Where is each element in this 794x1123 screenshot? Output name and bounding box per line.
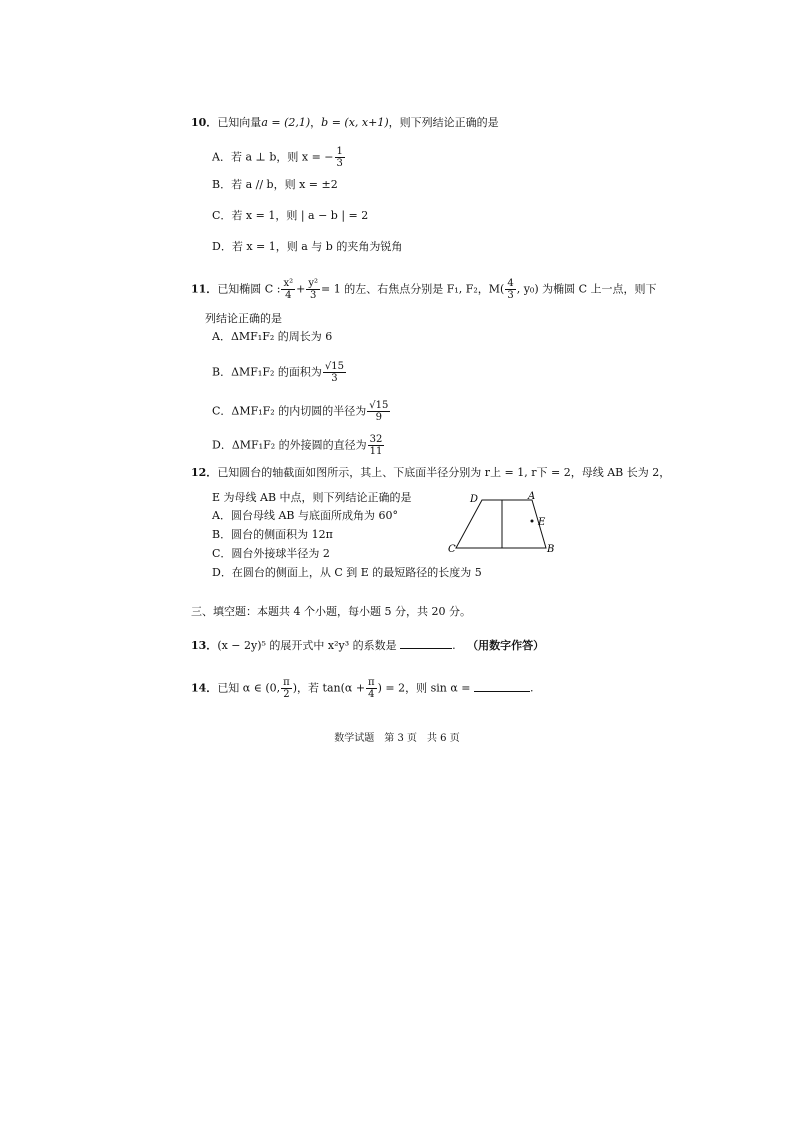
q11-frac-y-num: y² bbox=[308, 278, 318, 289]
q14-number: 14． bbox=[191, 681, 218, 695]
q14-stem bbox=[191, 677, 534, 700]
q11-b-text: ΔMF₁F₂ 的面积为 bbox=[231, 365, 322, 379]
page-footer: 数学试题 第 3 页 共 6 页 bbox=[334, 733, 460, 744]
q12-d-text: 在圆台的侧面上，从 C 到 E 的最短路径的长度为 5 bbox=[231, 566, 482, 579]
q11-stem-a: 已知椭圆 C : bbox=[217, 282, 281, 296]
q12-option-a bbox=[212, 509, 398, 523]
q12-option-b bbox=[212, 528, 333, 542]
q14-frac-pi4-num: π bbox=[368, 677, 375, 688]
q11-d-label: D． bbox=[212, 438, 232, 452]
label-a: A bbox=[528, 491, 536, 502]
q11-stem-line2: 列结论正确的是 bbox=[205, 312, 282, 325]
q10-option-d bbox=[212, 240, 402, 254]
q11-c-text: ΔMF₁F₂ 的内切圆的半径为 bbox=[231, 404, 367, 418]
q10-number: 10． bbox=[191, 116, 218, 129]
q13-answer-blank[interactable] bbox=[400, 638, 452, 649]
q11-stem-c: , y₀) 为椭圆 C 上一点，则下 bbox=[516, 282, 657, 296]
q11-b-frac-den: 3 bbox=[331, 373, 338, 384]
label-d: D bbox=[470, 494, 479, 505]
q13-stem bbox=[191, 638, 544, 653]
q11-frac-m-num: 4 bbox=[507, 278, 514, 289]
q12-b-text: 圆台的侧面积为 12π bbox=[231, 528, 333, 541]
q14-text-b: )，若 tan(α + bbox=[292, 681, 366, 695]
q11-number: 11． bbox=[191, 282, 218, 296]
q14-frac-pi2-den: 2 bbox=[283, 689, 290, 700]
q12-option-c bbox=[212, 547, 330, 561]
q11-c-label: C． bbox=[212, 404, 232, 418]
q12-option-d bbox=[212, 566, 482, 580]
q11-d-frac-den: 11 bbox=[369, 446, 383, 457]
q11-stem bbox=[191, 278, 657, 301]
q10-stem-b: ， bbox=[310, 116, 322, 129]
q12-stem-line1: 已知圆台的轴截面如图所示，其上、下底面半径分别为 r上 = 1, r下 = 2，母线 AB 长为 2， bbox=[217, 466, 671, 479]
point-e-marker bbox=[531, 520, 534, 523]
section3-title: 三、填空题：本题共 4 个小题，每小题 5 分，共 20 分。 bbox=[191, 605, 471, 618]
q14-text-c: ) = 2，则 sin α = bbox=[377, 681, 471, 695]
q11-frac-x-num: x² bbox=[283, 278, 294, 289]
q14-frac-pi4-den: 4 bbox=[368, 689, 375, 700]
q12-c-text: 圆台外接球半径为 2 bbox=[231, 547, 330, 560]
q11-d-fraction bbox=[368, 434, 385, 457]
q10-c-label: C． bbox=[212, 209, 232, 222]
q10-a-fraction bbox=[335, 146, 345, 169]
q11-option-b bbox=[212, 361, 347, 384]
q11-plus: + bbox=[296, 282, 306, 296]
q10-option-b bbox=[212, 178, 338, 192]
q11-d-text: ΔMF₁F₂ 的外接圆的直径为 bbox=[231, 438, 367, 452]
q14-answer-blank[interactable] bbox=[474, 681, 530, 692]
q10-stem-a: 已知向量 bbox=[217, 116, 262, 129]
q11-frac-m-den: 3 bbox=[507, 290, 514, 301]
q11-option-d bbox=[212, 434, 385, 457]
q14-frac-pi4 bbox=[366, 677, 377, 700]
q11-c-frac-den: 9 bbox=[375, 412, 382, 423]
q11-option-a bbox=[212, 330, 332, 344]
q11-d-frac-num: 32 bbox=[369, 434, 383, 445]
q10-a-label: A． bbox=[212, 150, 231, 164]
q14-tail: . bbox=[530, 681, 534, 695]
q11-frac-y-den: 3 bbox=[309, 290, 317, 301]
q11-b-label: B． bbox=[212, 365, 232, 379]
q10-vec-b: b = (x, x+1) bbox=[321, 116, 389, 129]
q10-a-frac-den: 3 bbox=[336, 158, 343, 169]
q12-stem bbox=[191, 466, 670, 480]
q12-a-label: A． bbox=[212, 509, 231, 522]
q10-d-label: D． bbox=[212, 240, 232, 253]
q11-option-c bbox=[212, 400, 391, 423]
q10-stem-c: ，则下列结论正确的是 bbox=[388, 116, 499, 129]
frustum-figure bbox=[440, 488, 570, 560]
q11-a-text: ΔMF₁F₂ 的周长为 6 bbox=[230, 330, 333, 343]
q10-option-c bbox=[212, 209, 368, 223]
q10-vec-a: a = (2,1) bbox=[261, 116, 311, 129]
q12-d-label: D． bbox=[212, 566, 232, 579]
q11-stem-b: = 1 的左、右焦点分别是 F₁, F₂，M( bbox=[320, 282, 505, 296]
q14-text-a: 已知 α ∈ (0, bbox=[217, 681, 281, 695]
q10-b-label: B． bbox=[212, 178, 232, 191]
label-b: B bbox=[547, 544, 555, 555]
q12-b-label: B． bbox=[212, 528, 232, 541]
q12-c-label: C． bbox=[212, 547, 232, 560]
q14-frac-pi2-num: π bbox=[283, 677, 290, 688]
q13-text: (x − 2y)⁵ 的展开式中 x²y³ 的系数是 bbox=[217, 639, 397, 652]
q13-number: 13． bbox=[191, 639, 218, 652]
q10-c-text: 若 x = 1，则 | a − b | = 2 bbox=[231, 209, 369, 222]
q12-stem-line2: E 为母线 AB 中点，则下列结论正确的是 bbox=[212, 491, 412, 504]
q12-number: 12． bbox=[191, 466, 218, 479]
q10-b-text: 若 a // b，则 x = ±2 bbox=[231, 178, 338, 191]
q11-frac-x bbox=[281, 278, 295, 301]
q12-a-text: 圆台母线 AB 与底面所成角为 60° bbox=[230, 509, 398, 522]
label-e: E bbox=[538, 517, 546, 528]
q11-frac-y bbox=[306, 278, 320, 301]
q11-b-frac-num: √15 bbox=[324, 361, 344, 372]
q11-frac-x-den: 4 bbox=[285, 290, 292, 301]
label-c: C bbox=[448, 544, 456, 555]
q11-a-label: A． bbox=[212, 330, 231, 343]
frustum-trapezoid bbox=[456, 500, 546, 548]
q10-d-text: 若 x = 1，则 a 与 b 的夹角为锐角 bbox=[231, 240, 403, 253]
q11-b-fraction bbox=[323, 361, 346, 384]
q11-c-frac-num: √15 bbox=[369, 400, 389, 411]
q10-a-frac-num: 1 bbox=[336, 146, 343, 157]
q14-frac-pi2 bbox=[281, 677, 292, 700]
q13-note: （用数字作答） bbox=[467, 639, 545, 652]
q10-stem bbox=[191, 116, 499, 130]
q13-tail: . bbox=[452, 639, 456, 652]
q11-c-fraction bbox=[367, 400, 390, 423]
q10-option-a bbox=[212, 146, 346, 169]
q11-frac-m bbox=[505, 278, 515, 301]
q10-a-text: 若 a ⊥ b，则 x = − bbox=[230, 150, 334, 164]
